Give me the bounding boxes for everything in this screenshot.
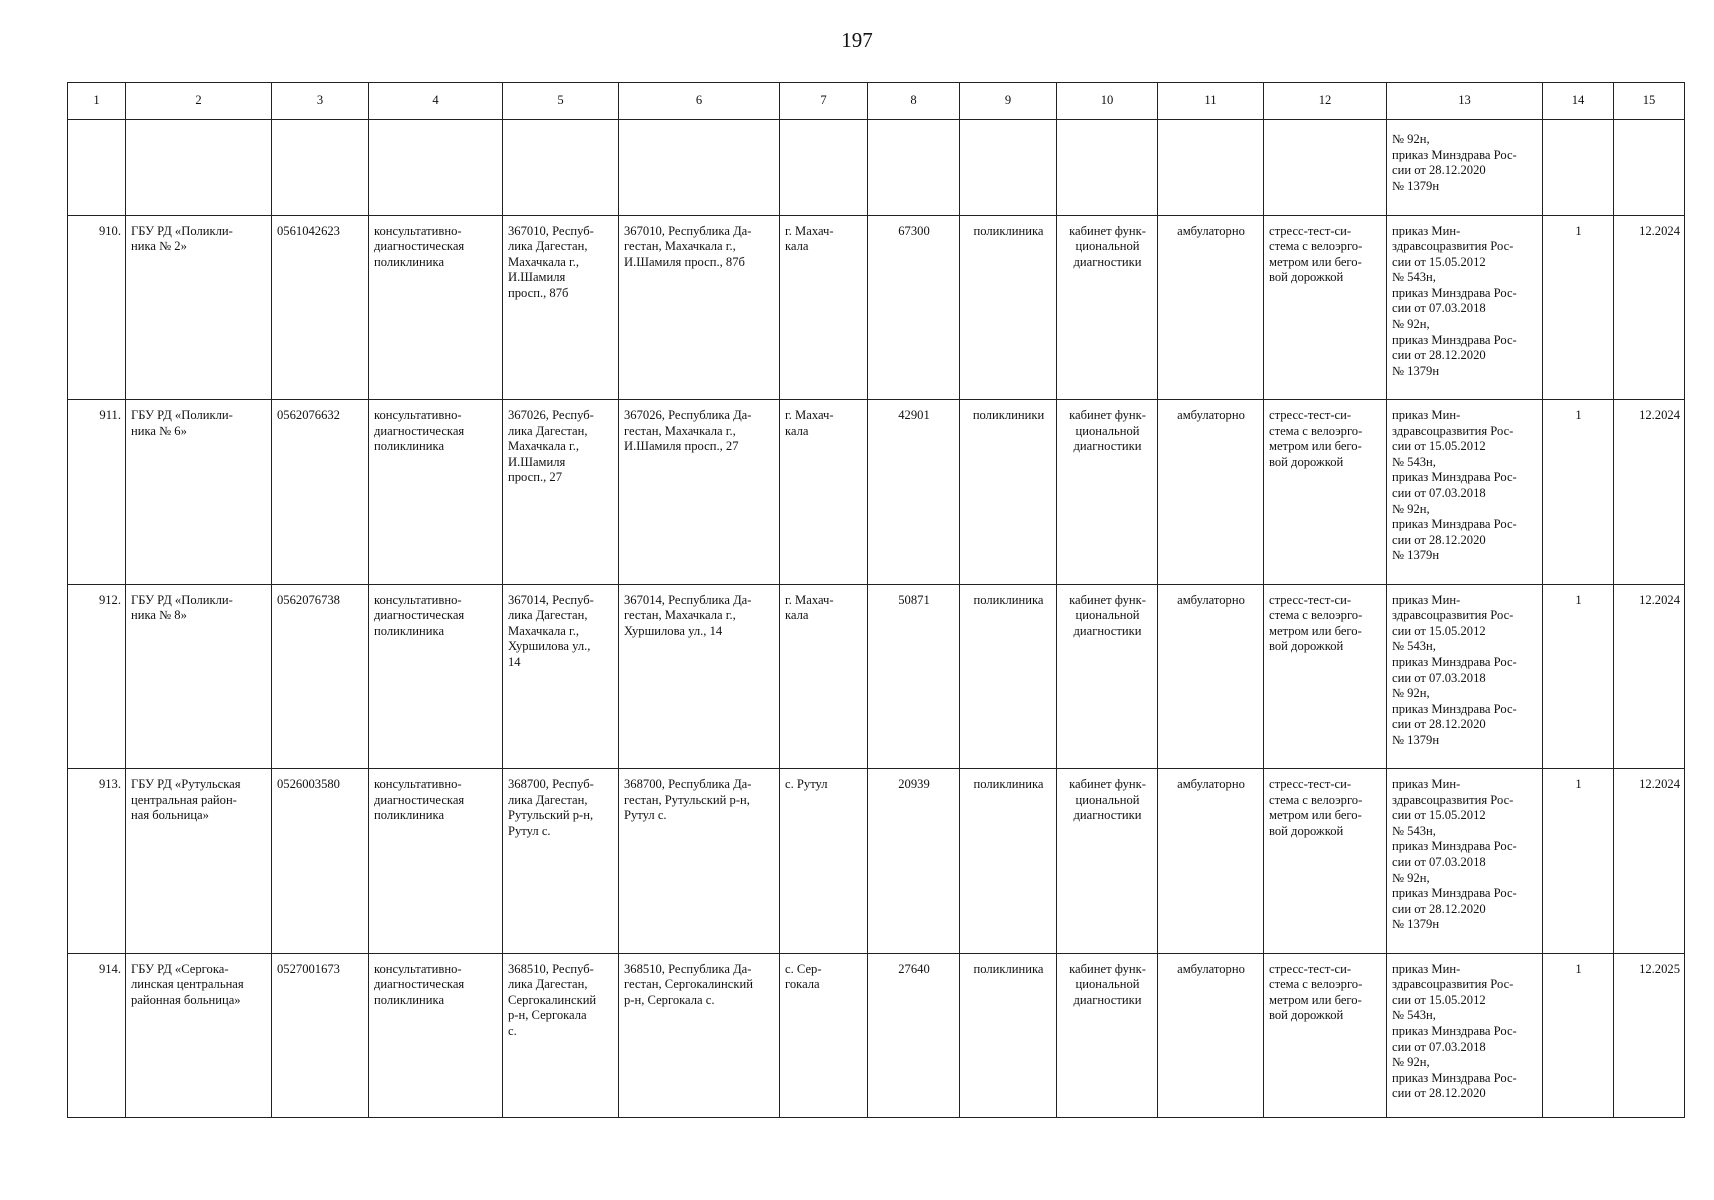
legal-address-cell: 368700, Респуб- лика Дагестан, Рутульский р-н, Рутул с. [503,769,619,954]
unit-cell: кабинет функ- циональной диагностики [1057,584,1158,769]
basis-cell: приказ Мин- здравсоцразвития Рос- сии от 15.05.2012 № 543н, приказ Минздрава Рос- сии от 07.03.2018 № 92н, приказ Минздрава Рос- сии от 28.12.2020 № 1379н [1387,215,1543,400]
registry-table [67,82,1685,1118]
actual-address-cell: 367014, Республика Да- гестан, Махачкала г., Хуршилова ул., 14 [619,584,780,769]
unit-cell: кабинет функ- циональной диагностики [1057,953,1158,1117]
row-number-cell: 913. [68,769,126,954]
cell [1264,120,1387,216]
population-cell: 27640 [868,953,960,1117]
population-cell: 50871 [868,584,960,769]
cell [780,120,868,216]
cell [68,120,126,216]
date-cell: 12.2024 [1614,769,1685,954]
facility-cell: поликлиники [960,400,1057,585]
quantity-cell: 1 [1543,584,1614,769]
cell [619,120,780,216]
column-header: 9 [960,83,1057,120]
inn-cell: 0562076632 [272,400,369,585]
facility-cell: поликлиника [960,953,1057,1117]
basis-cell: приказ Мин- здравсоцразвития Рос- сии от 15.05.2012 № 543н, приказ Минздрава Рос- сии от 07.03.2018 № 92н, приказ Минздрава Рос- сии от 28.12.2020 [1387,953,1543,1117]
actual-address-cell: 368700, Республика Да- гестан, Рутульский р-н, Рутул с. [619,769,780,954]
table-row [68,769,1685,954]
column-header: 10 [1057,83,1158,120]
inn-cell: 0561042623 [272,215,369,400]
actual-address-cell: 368510, Республика Да- гестан, Сергокалинский р-н, Сергокала с. [619,953,780,1117]
unit-cell: кабинет функ- циональной диагностики [1057,769,1158,954]
column-header: 2 [126,83,272,120]
quantity-cell: 1 [1543,400,1614,585]
page-number: 197 [841,28,873,52]
cell [126,120,272,216]
cell [1158,120,1264,216]
organization-type-cell: консультативно- диагностическая поликлиника [369,953,503,1117]
column-header: 6 [619,83,780,120]
facility-cell: поликлиника [960,769,1057,954]
unit-cell: кабинет функ- циональной диагностики [1057,400,1158,585]
cell [960,120,1057,216]
column-header: 15 [1614,83,1685,120]
cell [272,120,369,216]
locality-cell: г. Махач- кала [780,215,868,400]
population-cell: 42901 [868,400,960,585]
legal-address-cell: 367014, Респуб- лика Дагестан, Махачкала г., Хуршилова ул., 14 [503,584,619,769]
inn-cell: 0527001673 [272,953,369,1117]
equipment-cell: стресс-тест-си- стема с велоэрго- метром или бего- вой дорожкой [1264,953,1387,1117]
column-header: 12 [1264,83,1387,120]
table-row [68,584,1685,769]
legal-address-cell: 367010, Респуб- лика Дагестан, Махачкала г., И.Шамиля просп., 87б [503,215,619,400]
table-row [68,953,1685,1117]
basis-cell: № 92н, приказ Минздрава Рос- сии от 28.12.2020 № 1379н [1387,120,1543,216]
cell [868,120,960,216]
cell [1057,120,1158,216]
organization-type-cell: консультативно- диагностическая поликлиника [369,769,503,954]
organization-type-cell: консультативно- диагностическая поликлиника [369,400,503,585]
care-type-cell: амбулаторно [1158,769,1264,954]
column-header: 11 [1158,83,1264,120]
row-number-cell: 912. [68,584,126,769]
header-row [68,83,1685,120]
column-header: 3 [272,83,369,120]
actual-address-cell: 367010, Республика Да- гестан, Махачкала г., И.Шамиля просп., 87б [619,215,780,400]
organization-name-cell: ГБУ РД «Рутульская центральная район- ная больница» [126,769,272,954]
care-type-cell: амбулаторно [1158,400,1264,585]
facility-cell: поликлиника [960,215,1057,400]
care-type-cell: амбулаторно [1158,584,1264,769]
care-type-cell: амбулаторно [1158,215,1264,400]
equipment-cell: стресс-тест-си- стема с велоэрго- метром или бего- вой дорожкой [1264,584,1387,769]
actual-address-cell: 367026, Республика Да- гестан, Махачкала г., И.Шамиля просп., 27 [619,400,780,585]
row-number-cell: 914. [68,953,126,1117]
quantity-cell: 1 [1543,953,1614,1117]
organization-name-cell: ГБУ РД «Поликли- ника № 8» [126,584,272,769]
date-cell: 12.2025 [1614,953,1685,1117]
column-header: 4 [369,83,503,120]
facility-cell: поликлиника [960,584,1057,769]
column-header: 8 [868,83,960,120]
cell [503,120,619,216]
organization-name-cell: ГБУ РД «Поликли- ника № 2» [126,215,272,400]
equipment-cell: стресс-тест-си- стема с велоэрго- метром или бего- вой дорожкой [1264,769,1387,954]
care-type-cell: амбулаторно [1158,953,1264,1117]
organization-name-cell: ГБУ РД «Поликли- ника № 6» [126,400,272,585]
continuation-row [68,120,1685,216]
locality-cell: г. Махач- кала [780,584,868,769]
quantity-cell: 1 [1543,215,1614,400]
quantity-cell: 1 [1543,769,1614,954]
column-header: 1 [68,83,126,120]
population-cell: 20939 [868,769,960,954]
table-row [68,400,1685,585]
legal-address-cell: 368510, Респуб- лика Дагестан, Сергокалинский р-н, Сергокала с. [503,953,619,1117]
date-cell: 12.2024 [1614,215,1685,400]
row-number-cell: 911. [68,400,126,585]
organization-type-cell: консультативно- диагностическая поликлиника [369,215,503,400]
column-header: 5 [503,83,619,120]
cell [369,120,503,216]
column-header: 14 [1543,83,1614,120]
inn-cell: 0562076738 [272,584,369,769]
column-header: 13 [1387,83,1543,120]
organization-name-cell: ГБУ РД «Сергока- линская центральная районная больница» [126,953,272,1117]
cell [1543,120,1614,216]
locality-cell: г. Махач- кала [780,400,868,585]
unit-cell: кабинет функ- циональной диагностики [1057,215,1158,400]
legal-address-cell: 367026, Респуб- лика Дагестан, Махачкала г., И.Шамиля просп., 27 [503,400,619,585]
date-cell: 12.2024 [1614,584,1685,769]
locality-cell: с. Рутул [780,769,868,954]
locality-cell: с. Сер- гокала [780,953,868,1117]
basis-cell: приказ Мин- здравсоцразвития Рос- сии от 15.05.2012 № 543н, приказ Минздрава Рос- сии от 07.03.2018 № 92н, приказ Минздрава Рос- сии от 28.12.2020 № 1379н [1387,584,1543,769]
population-cell: 67300 [868,215,960,400]
column-header: 7 [780,83,868,120]
cell [1614,120,1685,216]
row-number-cell: 910. [68,215,126,400]
date-cell: 12.2024 [1614,400,1685,585]
equipment-cell: стресс-тест-си- стема с велоэрго- метром или бего- вой дорожкой [1264,400,1387,585]
basis-cell: приказ Мин- здравсоцразвития Рос- сии от 15.05.2012 № 543н, приказ Минздрава Рос- сии от 07.03.2018 № 92н, приказ Минздрава Рос- сии от 28.12.2020 № 1379н [1387,400,1543,585]
organization-type-cell: консультативно- диагностическая поликлиника [369,584,503,769]
table-row [68,215,1685,400]
inn-cell: 0526003580 [272,769,369,954]
basis-cell: приказ Мин- здравсоцразвития Рос- сии от 15.05.2012 № 543н, приказ Минздрава Рос- сии от 07.03.2018 № 92н, приказ Минздрава Рос- сии от 28.12.2020 № 1379н [1387,769,1543,954]
equipment-cell: стресс-тест-си- стема с велоэрго- метром или бего- вой дорожкой [1264,215,1387,400]
